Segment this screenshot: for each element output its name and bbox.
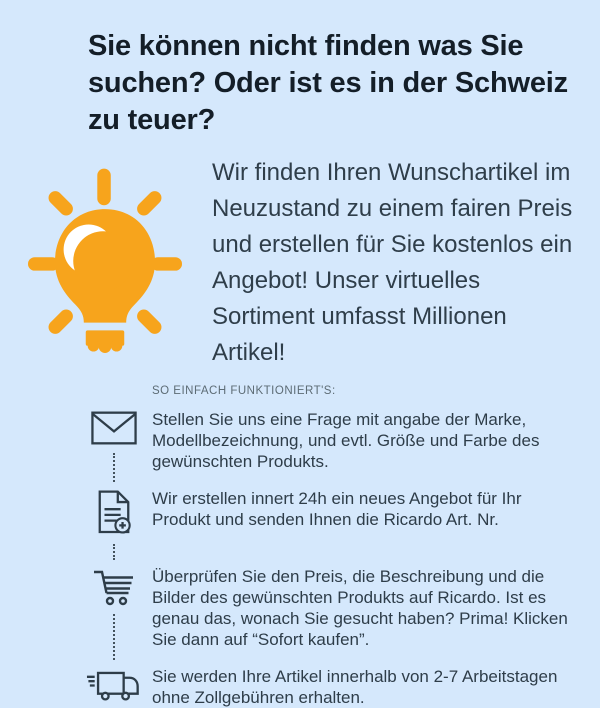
steps-heading: SO EINFACH FUNKTIONIERT'S:	[152, 385, 336, 397]
delivery-truck-icon	[86, 668, 142, 703]
shopping-cart-icon	[93, 568, 135, 606]
dotted-connector	[113, 614, 115, 660]
step-text: Wir erstellen innert 24h ein neues Angebot für Ihr Produkt und senden Ihnen die Ricardo Art. Nr.	[152, 489, 522, 529]
step-text: Sie werden Ihre Artikel innerhalb von 2-7 Arbeitstagen ohne Zollgebühren erhalten.	[152, 667, 558, 707]
dotted-connector	[113, 544, 115, 560]
dotted-connector	[113, 453, 115, 482]
steps-section	[86, 385, 600, 708]
page-title: Sie können nicht finden was Sie suchen? Oder ist es in der Schweiz zu teuer?	[88, 30, 568, 136]
step-row-3	[86, 566, 600, 666]
step-row-2	[86, 488, 600, 566]
intro-section	[0, 155, 600, 371]
document-plus-icon	[95, 490, 133, 536]
step-row-4	[86, 666, 600, 708]
step-row-1	[86, 409, 600, 488]
step-text: Überprüfen Sie den Preis, die Beschreibung und die Bilder des gewünschten Produkts auf Ricardo. Ist es genau das, wonach Sie gesucht haben? Prima! Klicken Sie dann auf “Sofort kaufen”.	[152, 567, 568, 649]
intro-text: Wir finden Ihren Wunschartikel im Neuzustand zu einem fairen Preis und erstellen für Sie kostenlos ein Angebot! Unser virtuelles Sortiment umfasst Millionen Artikel!	[212, 159, 573, 366]
step-text: Stellen Sie uns eine Frage mit angabe der Marke, Modellbezeichnung, und evtl. Größe und Farbe des gewünschten Produkts.	[152, 410, 540, 471]
envelope-icon	[91, 411, 137, 445]
lightbulb-icon	[28, 165, 182, 365]
